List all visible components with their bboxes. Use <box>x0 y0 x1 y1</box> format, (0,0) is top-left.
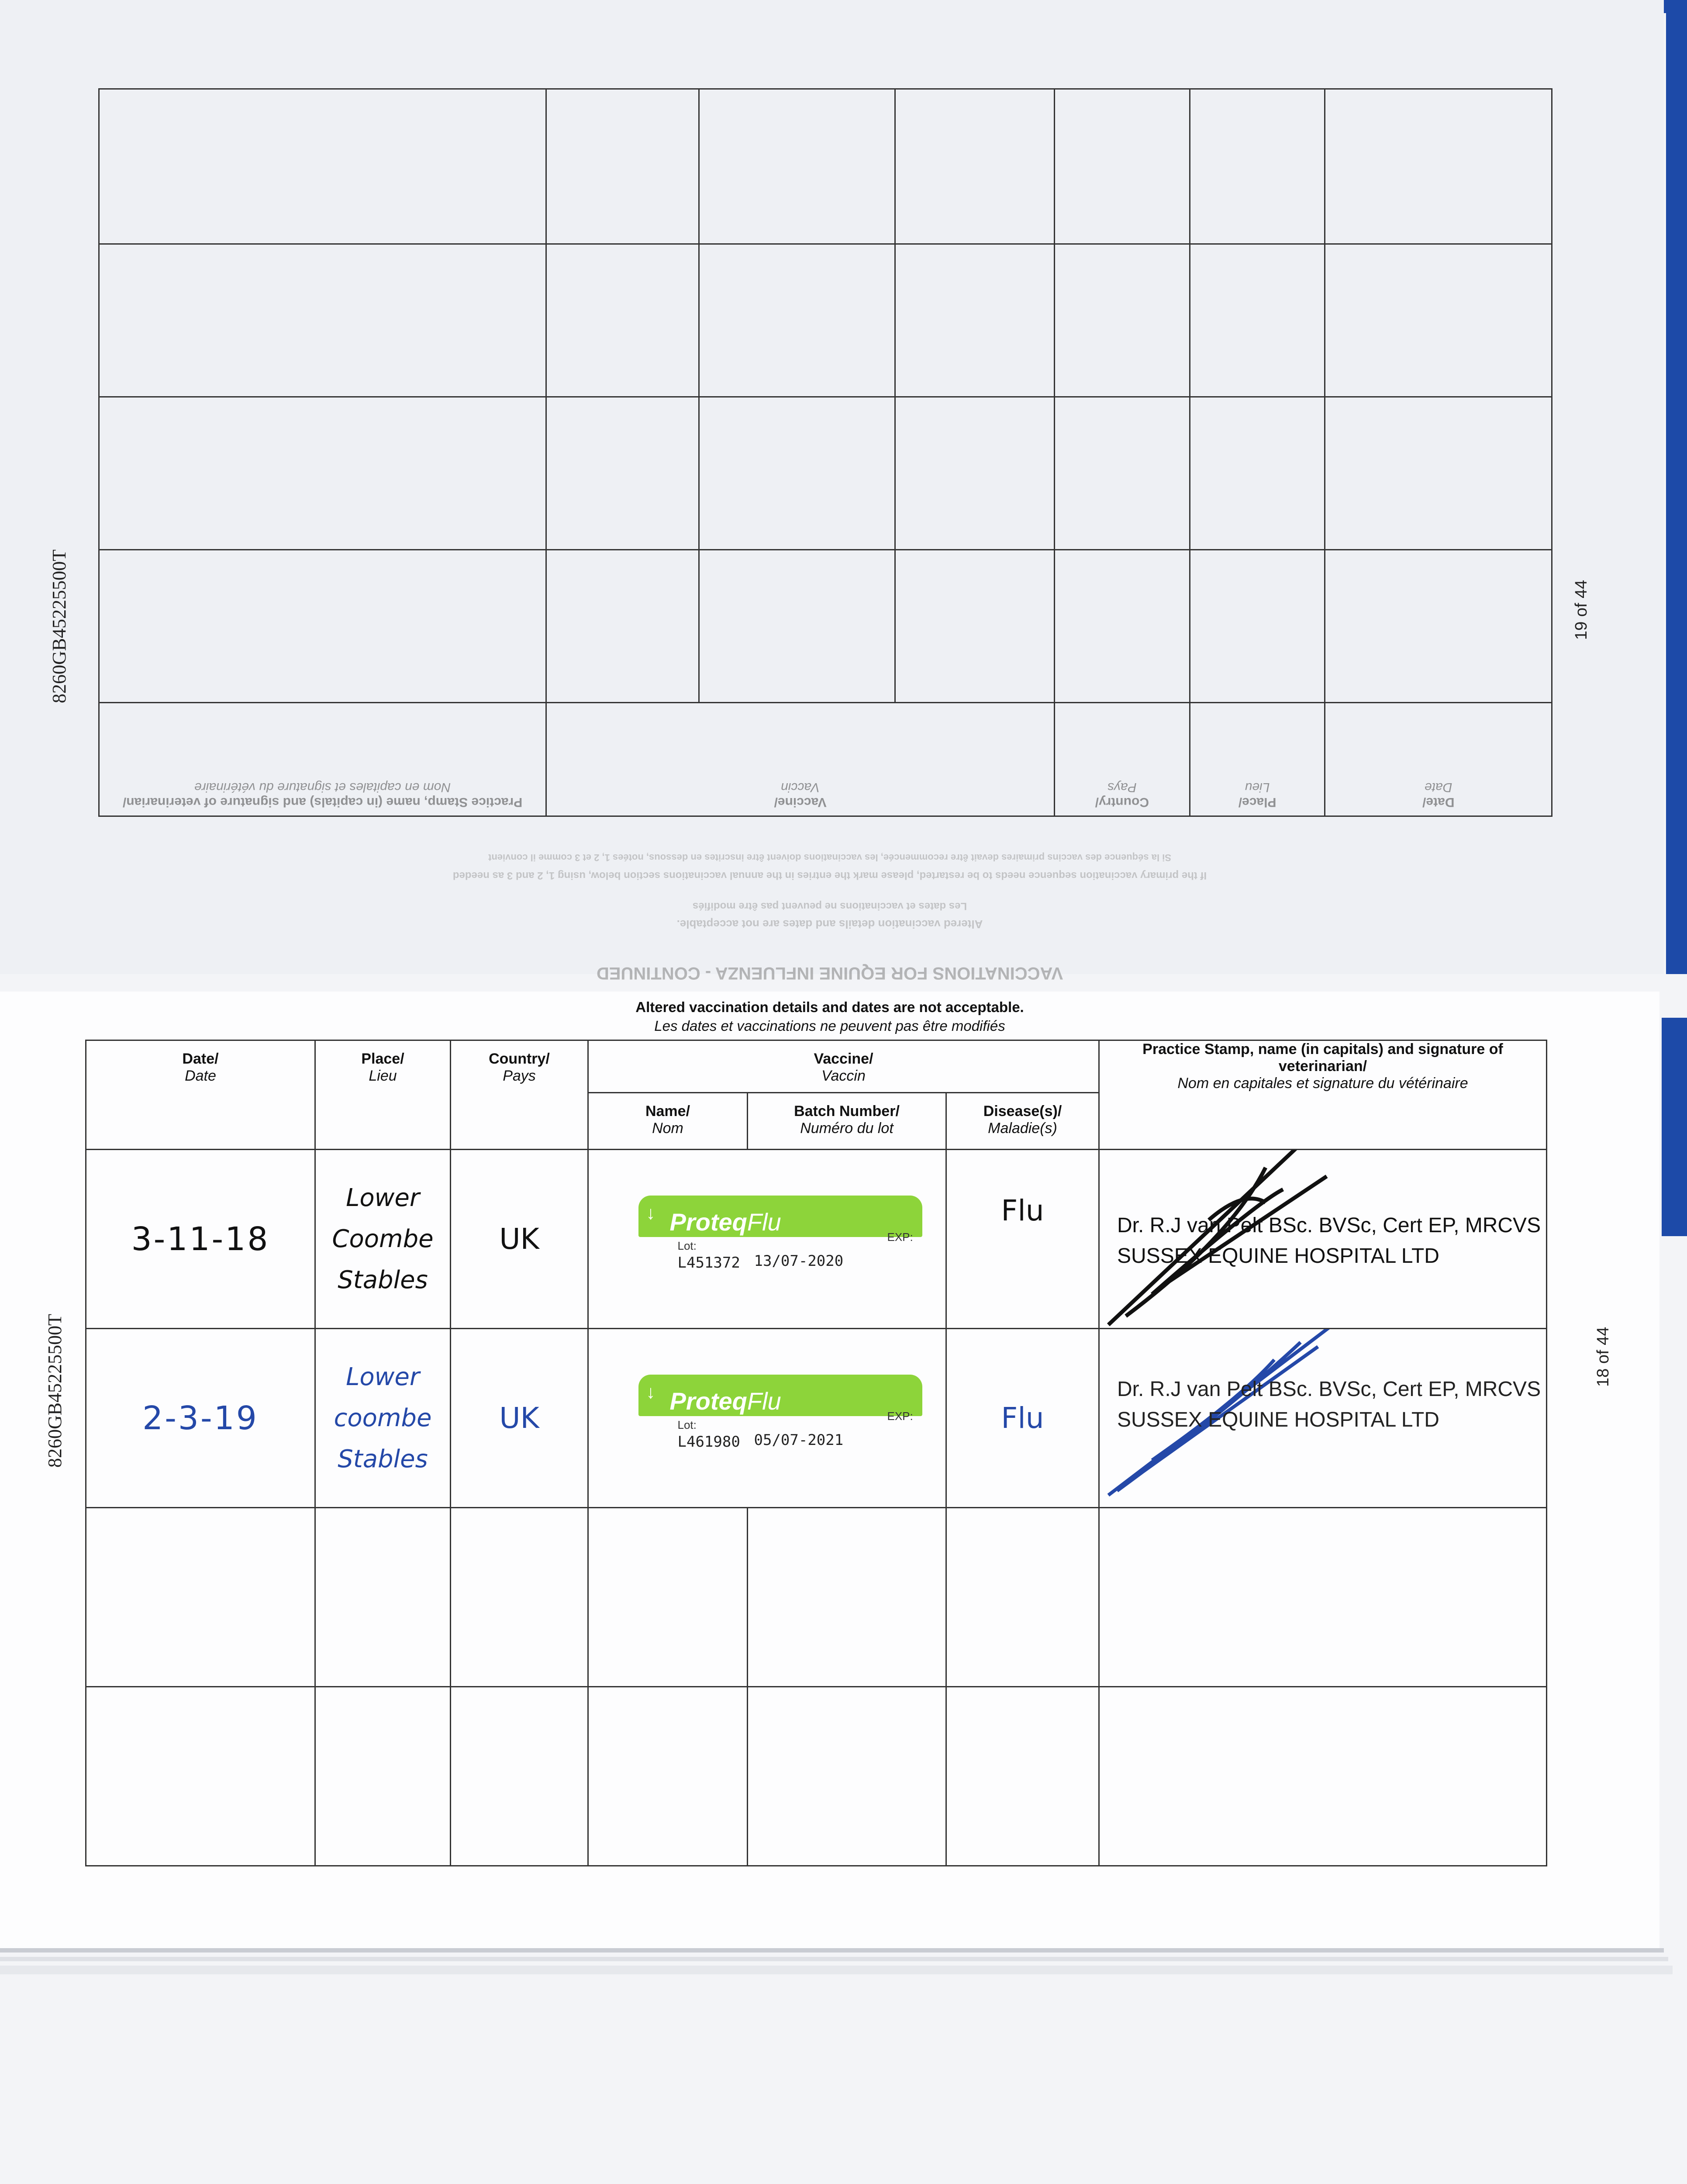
row1-vaccine-label <box>588 1150 946 1329</box>
down-arrow-icon: ↓ <box>646 1381 655 1402</box>
row2-disease: Flu <box>946 1329 1099 1508</box>
cover-right-edge-bottom <box>1662 1018 1687 1236</box>
page-edge-3 <box>0 1966 1673 1974</box>
cover-right-edge-top <box>1666 13 1687 974</box>
row1-place: Lower Coombe Stables <box>315 1150 451 1329</box>
table-row <box>86 1687 1547 1866</box>
header-vet: Practice Stamp, name (in capitals) and signature of veterinarian/ Nom en capitales et signature du vétérinaire <box>1099 1040 1547 1150</box>
header-batch: Batch Number/ Numéro du lot <box>748 1093 946 1150</box>
sticker-expiry: 13/07-2020 <box>754 1252 844 1270</box>
row2-vaccine-label <box>588 1329 946 1508</box>
upper-vaccination-table-upside-down <box>98 90 1552 817</box>
row1-country: UK <box>451 1150 588 1329</box>
row1-stamp-line1: Dr. R.J van Pelt BSc. BVSc, Cert EP, MRCVS <box>1117 1214 1541 1237</box>
table-row <box>86 1508 1547 1687</box>
row2-date: 2-3-19 <box>86 1329 315 1508</box>
header-name: Name/ Nom <box>588 1093 748 1150</box>
upper-instruction: If the primary vaccination sequence needs to be restarted, please mark the entries in the annual vaccinations section below, using 1, 2 and 3 as needed <box>452 870 1207 881</box>
row1-vet-stamp <box>1099 1150 1547 1329</box>
upper-heading: VACCINATIONS FOR EQUINE INFLUENZA - CONTINUED <box>596 964 1063 983</box>
sticker-lot-number: L461980 <box>677 1433 740 1451</box>
row2-stamp-line2: SUSSEX EQUINE HOSPITAL LTD <box>1117 1408 1439 1431</box>
sticker-brand: ProteqFlu <box>669 1208 781 1236</box>
vaccine-sticker <box>638 1375 922 1462</box>
row1-date: 3-11-18 <box>86 1150 315 1329</box>
upper-table <box>98 88 1552 817</box>
lower-notice-fr: Les dates et vaccinations ne peuvent pas être modifiés <box>654 1018 1005 1034</box>
row2-country: UK <box>451 1329 588 1508</box>
upper-notice-fr: Les dates et vaccinations ne peuvent pas être modifiés <box>692 900 967 912</box>
table-row <box>86 1150 1547 1329</box>
upper-header-vaccine: Vaccine/ Vaccin <box>546 703 1055 816</box>
upper-header-date: Date/ Date <box>1325 703 1552 816</box>
row2-vet-stamp <box>1099 1329 1547 1508</box>
down-arrow-icon: ↓ <box>646 1202 655 1223</box>
upper-header-country: Country/ Pays <box>1054 703 1190 816</box>
sticker-exp-label: EXP: <box>887 1230 913 1244</box>
row1-stamp-line2: SUSSEX EQUINE HOSPITAL LTD <box>1117 1244 1439 1268</box>
header-date: Date/ Date <box>86 1040 315 1150</box>
passport-number-upper: 8260GB45225500T <box>48 549 70 703</box>
vet-signature-1 <box>1100 1150 1547 1329</box>
table-row <box>86 1329 1547 1508</box>
vaccination-table <box>85 1040 1547 1866</box>
sticker-lot-label: Lot: <box>677 1418 697 1431</box>
header-country: Country/ Pays <box>451 1040 588 1150</box>
row1-disease: Flu <box>946 1150 1099 1329</box>
lower-notice: Altered vaccination details and dates are not acceptable. <box>635 999 1024 1015</box>
header-vaccine: Vaccine/ Vaccin <box>588 1040 1099 1093</box>
upper-instruction-fr: Si la séquence des vaccins primaires devait être recommencée, les vaccinations doivent être inscrites en dessous, notées 1, 2 et 3 comme il convient <box>488 852 1171 863</box>
page-edge-2 <box>0 1957 1668 1961</box>
page-number-lower: 18 of 44 <box>1594 1327 1612 1387</box>
header-place: Place/ Lieu <box>315 1040 451 1150</box>
passport-number-lower: 8260GB45225500T <box>44 1314 66 1468</box>
upper-header-place: Place/ Lieu <box>1190 703 1325 816</box>
sticker-brand: ProteqFlu <box>669 1387 781 1415</box>
page-number-upper: 19 of 44 <box>1572 580 1590 640</box>
header-disease: Disease(s)/ Maladie(s) <box>946 1093 1099 1150</box>
upper-notice: Altered vaccination details and dates are not acceptable. <box>676 918 983 931</box>
row2-stamp-line1: Dr. R.J van Pelt BSc. BVSc, Cert EP, MRCVS <box>1117 1378 1541 1401</box>
sticker-lot-label: Lot: <box>677 1239 697 1252</box>
sticker-exp-label: EXP: <box>887 1409 913 1423</box>
row2-place: Lower coombe Stables <box>315 1329 451 1508</box>
sticker-lot-number: L451372 <box>677 1254 740 1272</box>
vaccine-sticker <box>638 1196 922 1283</box>
upper-header-vet: Practice Stamp, name (in capitals) and signature of veterinarian/ Nom en capitales et signature du vétérinaire <box>99 703 546 816</box>
sticker-expiry: 05/07-2021 <box>754 1431 844 1449</box>
page-edge-1 <box>0 1948 1664 1952</box>
